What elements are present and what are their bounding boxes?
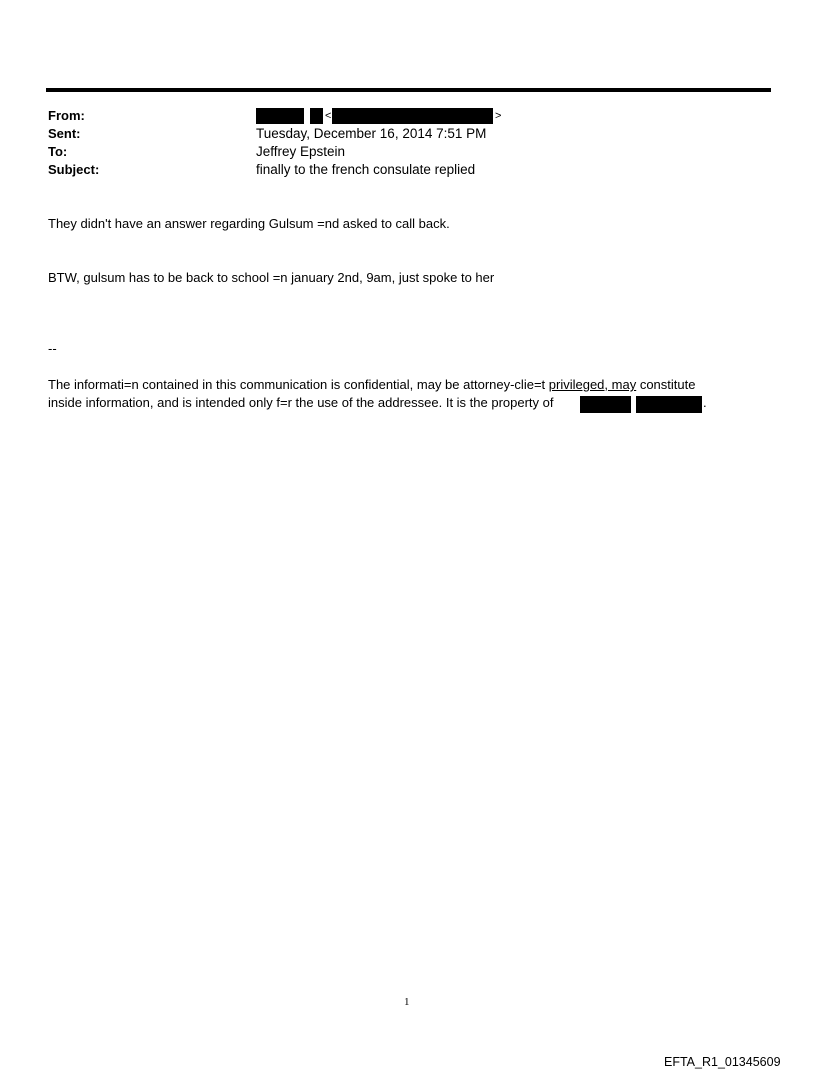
body-line-2: BTW, gulsum has to be back to school =n january 2nd, 9am, just spoke to her <box>48 270 495 285</box>
disclaimer-text-c: constitute <box>636 377 696 392</box>
bates-number: EFTA_R1_01345609 <box>664 1055 781 1069</box>
redacted-company-name-1 <box>580 396 631 413</box>
redacted-company-name-2 <box>636 396 702 413</box>
disclaimer-text-a: The informati=n contained in this communication is confidential, may be attorney-clie=t <box>48 377 549 392</box>
disclaimer-line-2: inside information, and is intended only f=r the use of the addressee. It is the property of <box>48 395 554 410</box>
subject-value: finally to the french consulate replied <box>256 162 476 177</box>
from-open-bracket: < <box>325 110 332 122</box>
subject-label: Subject: <box>48 162 100 177</box>
disclaimer-line-1 <box>48 376 695 394</box>
redacted-sender-initial <box>310 108 323 124</box>
from-close-bracket: > <box>495 110 502 122</box>
disclaimer-period: . <box>703 395 707 410</box>
header-divider <box>46 88 771 92</box>
disclaimer-underlined-text: privileged, may <box>548 377 637 392</box>
redacted-sender-name <box>256 108 304 124</box>
sent-value: Tuesday, December 16, 2014 7:51 PM <box>256 126 487 141</box>
body-line-1: They didn't have an answer regarding Gulsum =nd asked to call back. <box>48 216 450 231</box>
signature-separator: -- <box>48 341 57 356</box>
to-value: Jeffrey Epstein <box>256 144 346 159</box>
from-label: From: <box>48 108 85 123</box>
redacted-sender-email <box>332 108 493 124</box>
to-label: To: <box>48 144 68 159</box>
page-number: 1 <box>404 996 410 1008</box>
sent-label: Sent: <box>48 126 81 141</box>
